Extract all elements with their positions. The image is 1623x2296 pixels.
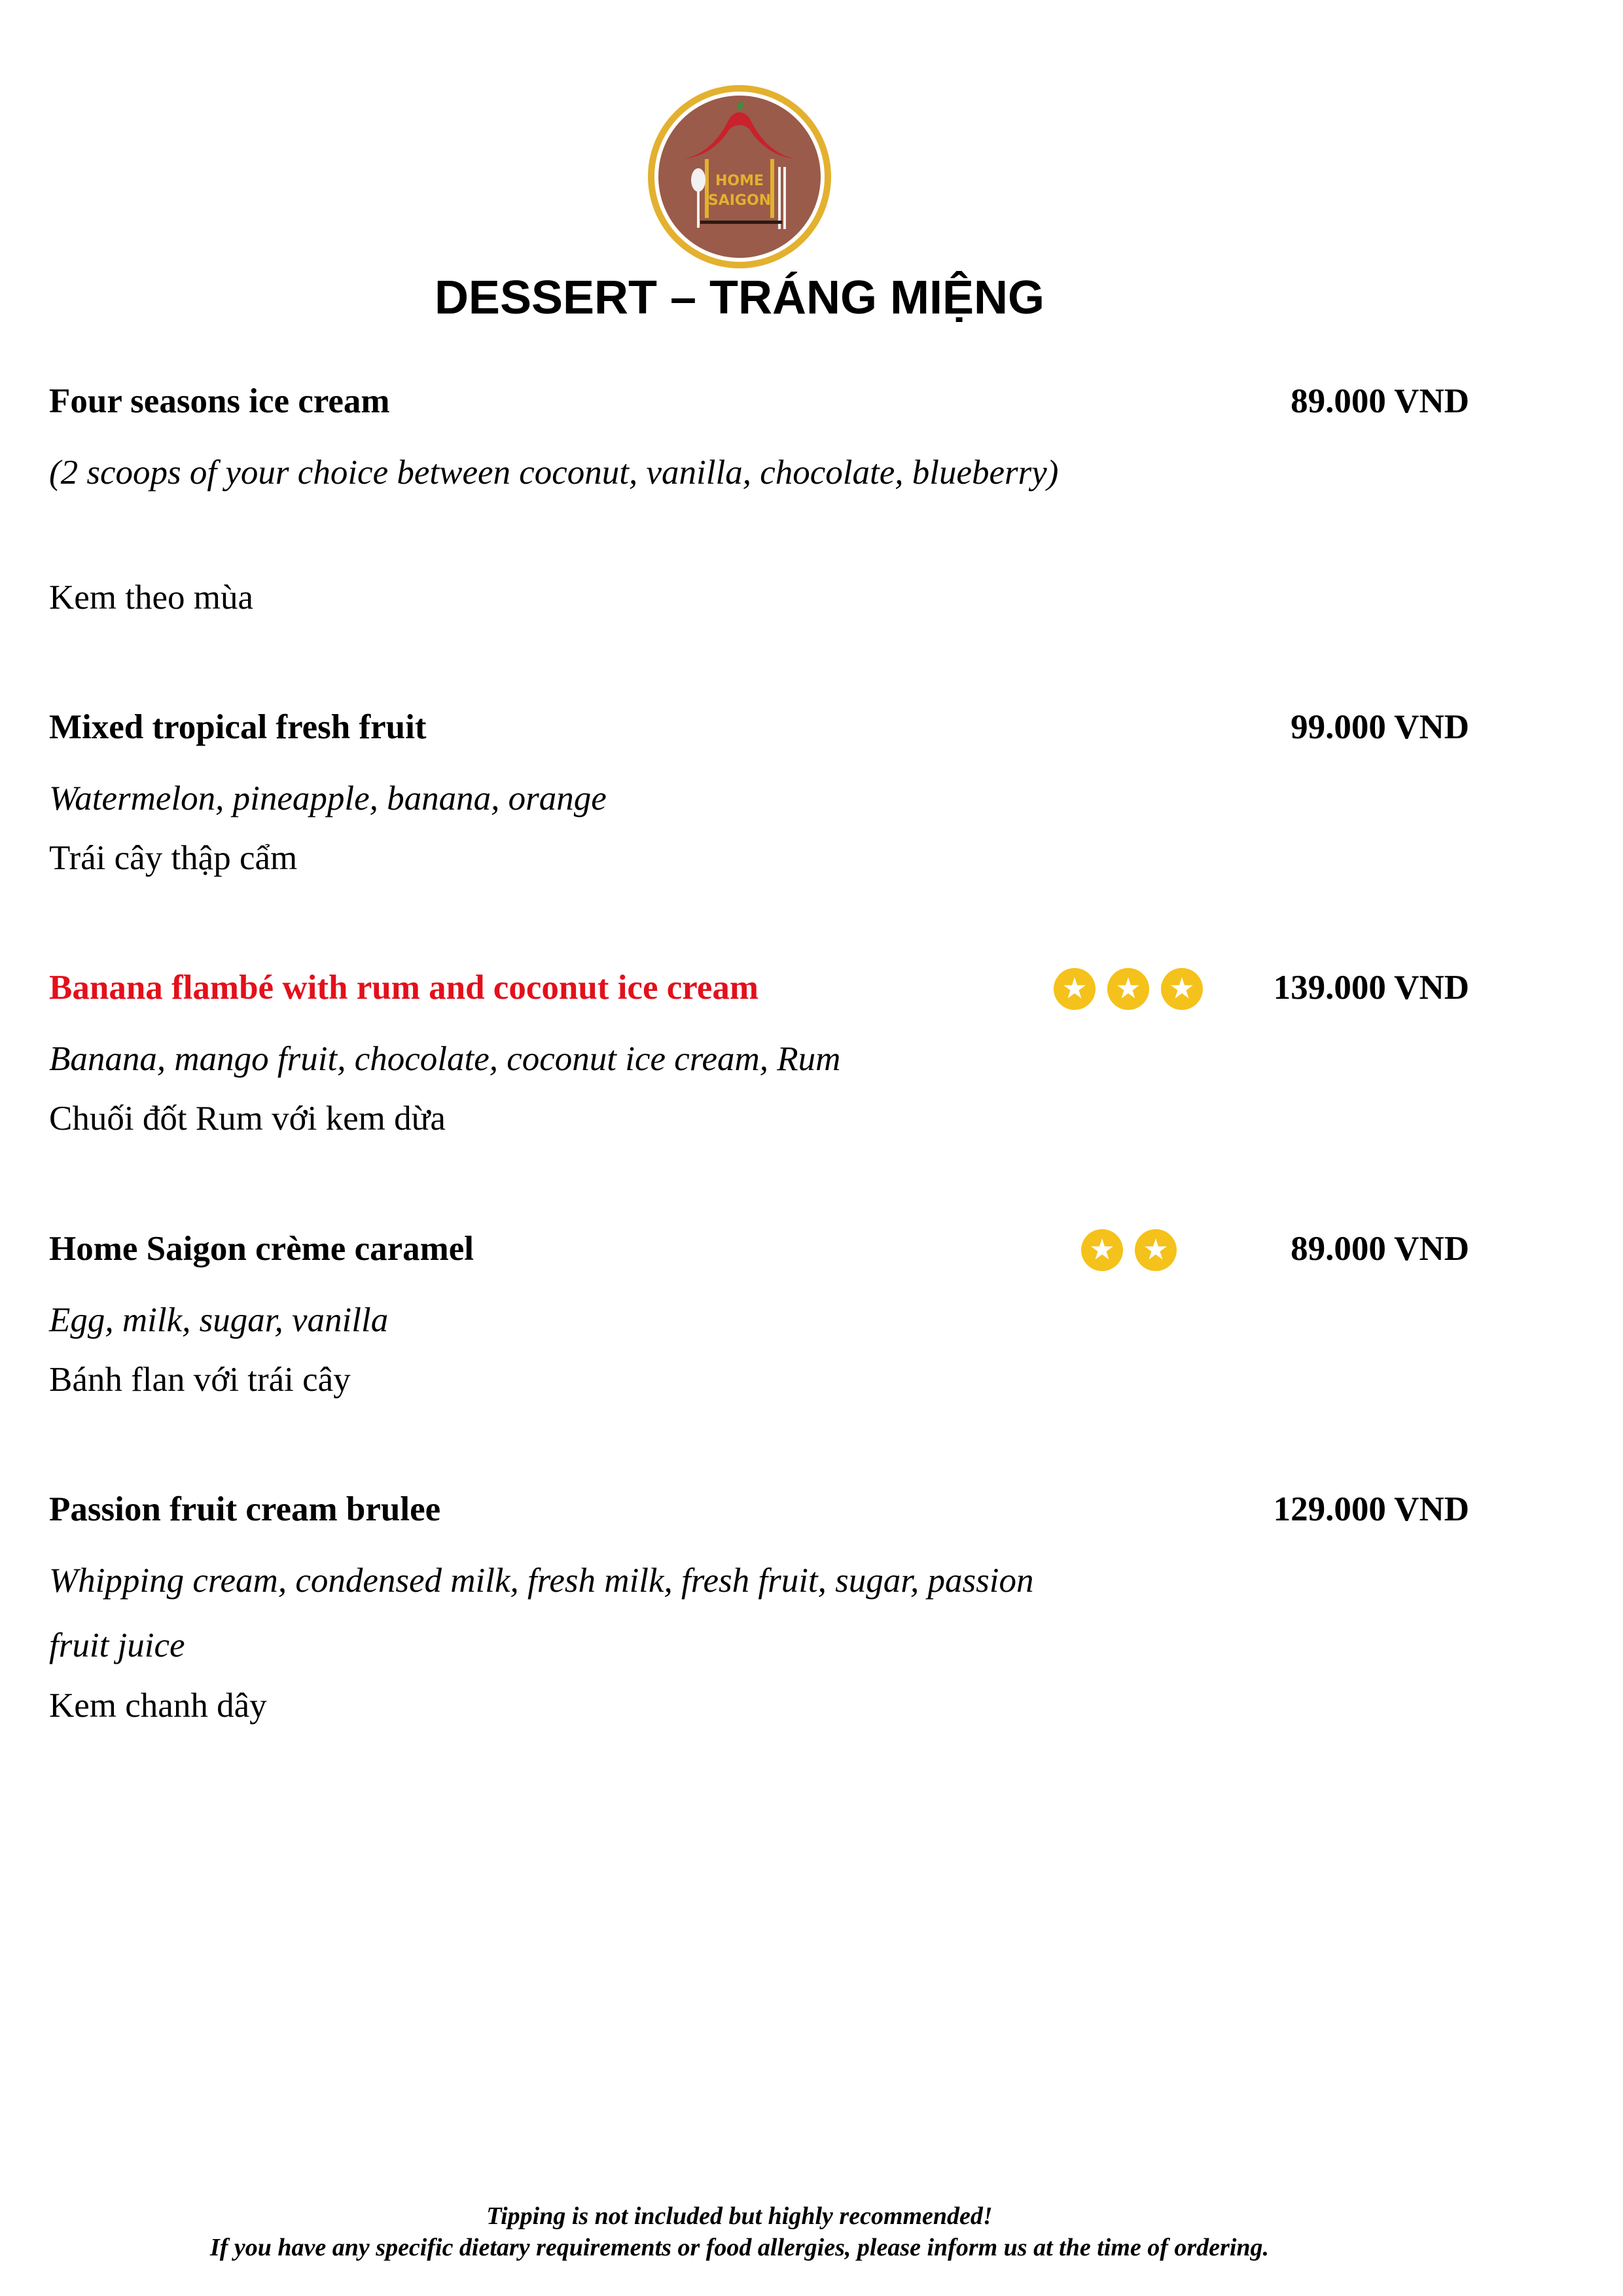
item-ingredients: Banana, mango fruit, chocolate, coconut ice cream, Rum [49, 1040, 841, 1078]
item-vietnamese-name: Trái cây thập cẩm [49, 839, 298, 877]
item-vietnamese-name: Kem theo mùa [49, 579, 254, 617]
item-price: 129.000 VND [1273, 1490, 1469, 1528]
star-icon: ★ [1161, 968, 1203, 1010]
star-icon: ★ [1107, 968, 1149, 1010]
recommendation-stars [1054, 968, 1215, 1010]
star-icon: ★ [1054, 968, 1096, 1010]
item-name: Mixed tropical fresh fruit [49, 708, 427, 746]
item-price: 89.000 VND [1291, 1230, 1469, 1268]
footer-tipping-note: Tipping is not included but highly recommended! [486, 2202, 993, 2230]
item-ingredients: (2 scoops of your choice between coconut, vanilla, chocolate, blueberry) [49, 454, 1059, 492]
logo-text-line2: SAIGON [707, 192, 772, 209]
page-title: DESSERT – TRÁNG MIỆNG [434, 272, 1045, 324]
item-ingredients: Watermelon, pineapple, banana, orange [49, 780, 607, 817]
star-icon: ★ [1081, 1229, 1123, 1271]
item-vietnamese-name: Chuối đốt Rum với kem dừa [49, 1100, 446, 1138]
item-price: 99.000 VND [1291, 708, 1469, 746]
item-price: 139.000 VND [1273, 969, 1469, 1007]
recommendation-stars [1081, 1229, 1188, 1271]
item-name: Home Saigon crème caramel [49, 1230, 474, 1268]
item-name: Banana flambé with rum and coconut ice cream [49, 969, 758, 1007]
item-name: Four seasons ice cream [49, 382, 390, 420]
star-icon: ★ [1135, 1229, 1177, 1271]
item-name: Passion fruit cream brulee [49, 1490, 441, 1528]
logo-text-line1: HOME [715, 173, 764, 189]
item-ingredients: Whipping cream, condensed milk, fresh milk, fresh fruit, sugar, passion fruit juice [49, 1562, 1034, 1664]
item-vietnamese-name: Kem chanh dây [49, 1687, 267, 1725]
footer-allergy-note: If you have any specific dietary requirements or food allergies, please inform us at the time of ordering. [209, 2234, 1270, 2261]
item-vietnamese-name: Bánh flan với trái cây [49, 1361, 351, 1399]
item-ingredients: Egg, milk, sugar, vanilla [49, 1301, 389, 1339]
item-price: 89.000 VND [1291, 382, 1469, 420]
home-saigon-logo [645, 82, 834, 272]
